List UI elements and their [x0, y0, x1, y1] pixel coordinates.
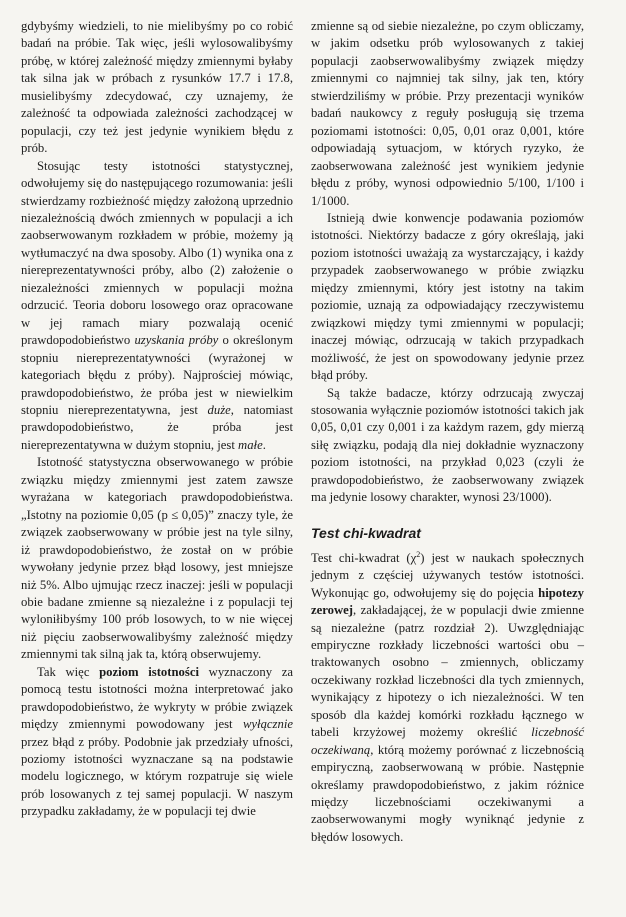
- section-title: Test chi-kwadrat: [311, 524, 421, 541]
- text-run: , natomiast prawdopodobieństwo, że próba jest niereprezentatywna w dużym stopniu, jest: [21, 402, 293, 452]
- paragraph-significance-level: [21, 664, 293, 821]
- text-run: wyznaczony za pomocą testu istotności można interpretować jako prawdopodobieństwo, że wykryty w próbie związek między zmiennymi powodowany jest: [21, 664, 293, 732]
- left-column: [21, 18, 293, 821]
- superscript: 2: [416, 549, 421, 559]
- text-run: Test chi-kwadrat (χ: [311, 550, 417, 565]
- paragraph-chi-square: [311, 550, 584, 847]
- text-run: .: [262, 437, 266, 452]
- emphasis: uzyskania próby: [134, 333, 219, 348]
- key-term: hipotezy zerowej: [311, 585, 584, 618]
- text-run: o określonym stopniu niereprezentatywności (wyrażonej w kategoriach błędu z próby). Najprościej mówiąc, prawdopodobieństwo, że próba jest w niewielkim stopniu niereprezentatywna, jest: [21, 333, 293, 417]
- paragraph-conventions: Istnieją dwie konwencje podawania poziomów istotności. Niektórzy badacze z góry określają, jaki poziom istotności uważają za wystarczający, i każdy przypadek zaobserwowanego w próbie związku między zmiennymi, który jest istotny na takim poziomie, uznają za odpowiadający rzeczywistemu związkowi między tymi zmiennymi w populacji; inaczej mówiąc, odrzucają w takich przypadkach możliwość, że jest on spowodowany jedynie przez błąd próby.: [311, 210, 584, 383]
- text-run: przez błąd z próby. Podobnie jak przedziały ufności, poziomy istotności wyznaczane są na podstawie modelu logicznego, w którym rozpatruje się wiele prób losowanych z tej samej populacji. W naszym przypadku zakładamy, że w populacji tej dwie: [21, 734, 293, 819]
- text-run: Stosując testy istotności statystycznej, odwołujemy się do następującego rozumowania: jeśli stwierdzamy rozbieżność między założoną uprzednio niezależnością dwóch zmiennych w populacji a ich zaobserwowanym rozkładem w próbie, możemy ją wytłumaczyć na dwa sposoby. Albo (1) wynika ona z niereprezentatywności próby, albo (2) założenie o niezależności zmiennych w populacji można odrzucić. Teoria doboru losowego oraz opracowane w jej ramach miary pozwalają ocenić prawdopodobieństwo: [21, 158, 293, 348]
- emphasis: liczebność oczekiwaną: [311, 725, 584, 757]
- paragraph-continuation: gdybyśmy wiedzieli, to nie mielibyśmy po co robić badań na próbie. Tak więc, jeśli wylosowalibyśmy próbę, w której zależność między zmiennymi byłaby tak silna jak w próbach z rysunków 17.7 i 17.8, musielibyśmy zdecydować, czy uznajemy, że zależność ta odpowiada zależności zachodzącej w populacji, czy też jest jedynie wynikiem błędu z prób.: [21, 19, 293, 156]
- emphasis: duże: [207, 402, 231, 417]
- paragraph-significance: Istotność statystyczna obserwowanego w próbie związku między zmiennymi jest zatem zawsze wyrażana w kategoriach prawdopodobieństwa. „Istotny na poziomie 0,05 (p ≤ 0,05)” znaczy tyle, że związek zaobserwowany w próbie jest na tyle silny, iż prawdopodobieństwo, że został on w próbie wywołany jedynie przez błąd losowy, jest mniejsze niż 5%. Albo ujmując rzecz inaczej: jeśli w populacji obie badane zmienne są niezależne i z populacji tej wyloniłibyśmy 100 prób losowych, to w nie więcej niż pięciu zaobserwowalibyśmy zależność między zmiennymi tak silną jak ta, którą obserwujemy.: [21, 455, 293, 662]
- text-run: ) jest w naukach społecznych jednym z częściej używanych testów istotności. Wykonując go, odwołujemy się do pojęcia: [311, 550, 585, 600]
- right-column: [311, 18, 584, 846]
- paragraph-reasoning: [21, 158, 293, 455]
- emphasis: wyłącznie: [242, 717, 293, 732]
- text-run: , którą możemy porównać z liczebnością empiryczną, zaobserwowaną w próbie. Następnie określamy prawdopodobieństwo, z jakim różnice między liczebnościami oczekiwanymi a zaobserwowanymi mogły wyniknąć jedynie z błędów losowych.: [311, 742, 584, 844]
- emphasis: małe: [238, 437, 263, 452]
- key-term: poziom istotności: [99, 664, 199, 679]
- paragraph-continuation: zmienne są od siebie niezależne, po czym obliczamy, w jakim odsetku prób wylosowanych z takiej populacji zaobserwowalibyśmy związek między zmiennymi co najmniej tak silny, jak ten, który stwierdziliśmy w próbie. Przy prezentacji wyników badań naukowcy z reguły posługują się trzema poziomami istotności: 0,05, 0,01 oraz 0,001, które odpowiadają sytuacjom, w których ryzyko, że zaobserwowana zależność jest wynikiem jedynie błędu z próby, wynosi odpowiednio 5/100, 1/100 i 1/1000.: [311, 19, 584, 208]
- text-run: , zakładającej, że w populacji dwie zmienne są niezależne (patrz rozdział 2). Uwzględniając empiryczne rozkłady liczebności wartości obu – traktowanych osobno – zmiennych, obliczamy oczekiwany rozkład liczebności dla tych zmiennych, wynikający z hipotezy o ich niezależności. W ten sposób dla każdej komórki rozkładu łącznego w tabeli krzyżowej możemy określić: [311, 603, 584, 740]
- paragraph-exact-levels: Są także badacze, którzy odrzucają zwyczaj stosowania wyłącznie poziomów istotności takich jak 0,05, 0,01 czy 0,001 i za każdym razem, gdy mierzą siłę związku, podają dla niej dokładnie wyznaczony poziom istotności, na przykład 0,023 (czyli że prawdopodobieństwo, że zaobserwowany związek ma jedynie losowy charakter, wynosi 23/1000).: [311, 385, 584, 505]
- text-run: Tak więc: [37, 664, 100, 679]
